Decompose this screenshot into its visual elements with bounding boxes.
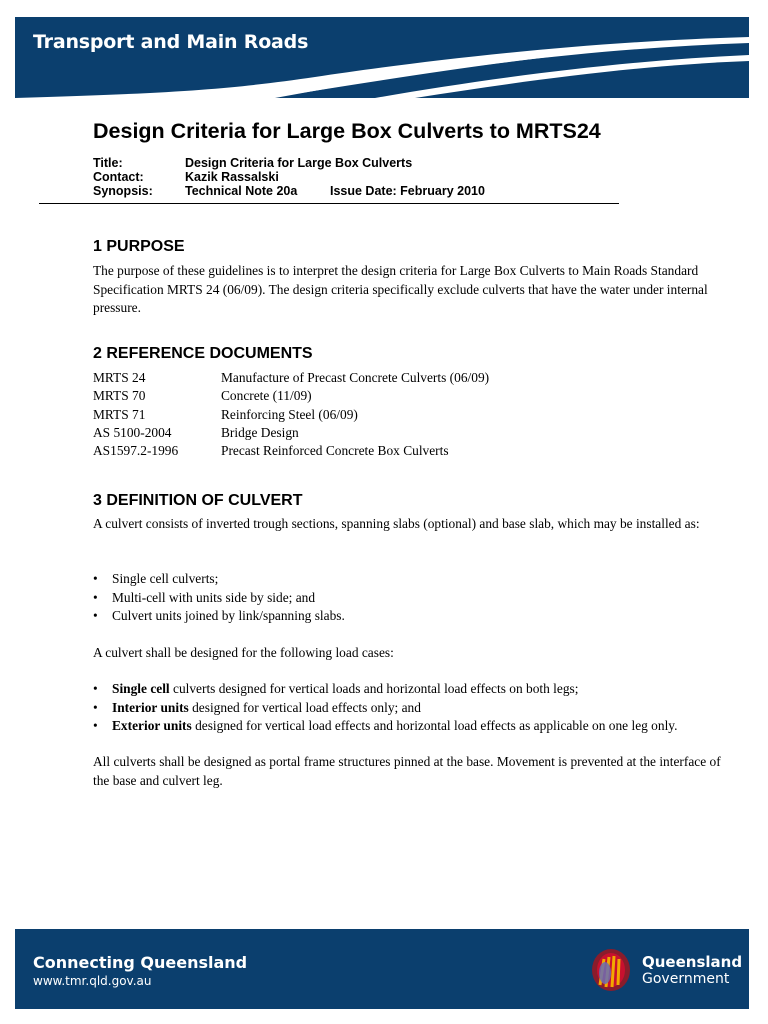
list-item (93, 589, 738, 608)
reference-code: AS1597.2-1996 (93, 443, 179, 459)
queensland-government-crest-icon (590, 947, 632, 993)
document-metadata (93, 156, 593, 198)
definition-intro-text: A culvert consists of inverted trough sections, spanning slabs (optional) and base slab, which may be installed as: (93, 516, 700, 531)
reference-row (93, 387, 693, 405)
reference-title: Manufacture of Precast Concrete Culverts (06/09) (221, 370, 490, 385)
load-case-term: Single cell (112, 681, 170, 696)
footer-tagline: Connecting Queensland (33, 953, 248, 972)
reference-code: MRTS 70 (93, 388, 146, 404)
list-item-text: Single cell culverts; (112, 571, 219, 586)
government-name-line1: Queensland (642, 953, 743, 971)
meta-contact-row (93, 170, 593, 184)
organisation-name: Transport and Main Roads (33, 31, 309, 53)
meta-synopsis-value: Technical Note 20a (185, 184, 298, 198)
load-case-term: Exterior units (112, 718, 192, 733)
reference-title: Precast Reinforced Concrete Box Culverts (221, 443, 449, 459)
meta-title-row (93, 156, 593, 170)
footer-banner (15, 929, 749, 1009)
section-purpose-heading: 1 PURPOSE (93, 238, 185, 255)
load-case-text: designed for vertical load effects only; and (188, 699, 421, 715)
list-item (93, 680, 738, 699)
section-purpose-text: The purpose of these guidelines is to interpret the design criteria for Large Box Culverts to Main Roads Standard Specification MRTS 24 (06/09). The design criteria specifically exclude culverts that have the water under internal pressure. (93, 263, 708, 315)
meta-synopsis-row (93, 184, 593, 198)
reference-title: Bridge Design (221, 424, 299, 440)
header-swoosh-graphic (15, 17, 749, 98)
bullet-icon: • (93, 589, 98, 605)
list-item-text: Culvert units joined by link/spanning slabs. (112, 608, 345, 623)
bullet-icon: • (93, 681, 98, 696)
meta-issue-date: Issue Date: February 2010 (330, 184, 485, 198)
header-banner (15, 17, 749, 98)
government-name-line2: Government (642, 971, 730, 987)
load-case-text: designed for vertical load effects and horizontal load effects as applicable on one leg only. (191, 718, 678, 733)
bullet-icon: • (93, 718, 98, 733)
load-case-text: culverts designed for vertical loads and horizontal load effects on both legs; (169, 681, 579, 696)
reference-documents-table (93, 369, 693, 460)
reference-row (93, 406, 693, 424)
meta-title-label: Title: (93, 156, 123, 170)
reference-title: Reinforcing Steel (06/09) (221, 406, 358, 422)
reference-row (93, 424, 693, 442)
list-item-text: Multi-cell with units side by side; and (112, 589, 316, 605)
list-item (93, 717, 738, 736)
bullet-icon: • (93, 608, 98, 623)
meta-title-value: Design Criteria for Large Box Culverts (185, 156, 413, 170)
install-types-list (93, 570, 738, 626)
meta-synopsis-label: Synopsis: (93, 184, 153, 198)
list-item (93, 607, 738, 626)
section-references-heading: 2 REFERENCE DOCUMENTS (93, 345, 313, 362)
bullet-icon: • (93, 699, 98, 715)
load-cases-list (93, 680, 738, 736)
reference-title: Concrete (11/09) (221, 388, 312, 404)
reference-code: MRTS 24 (93, 370, 146, 385)
section-definition-heading: 3 DEFINITION OF CULVERT (93, 492, 303, 509)
meta-contact-value: Kazik Rassalski (185, 170, 279, 184)
header-divider (39, 203, 619, 204)
document-title: Design Criteria for Large Box Culverts to MRTS24 (93, 119, 601, 143)
reference-row (93, 369, 693, 387)
list-item (93, 570, 738, 589)
load-case-term: Interior units (112, 699, 189, 715)
load-cases-intro-text: A culvert shall be designed for the following load cases: (93, 645, 394, 660)
definition-closing-text: All culverts shall be designed as portal frame structures pinned at the base. Movement is prevented at the interface of the base and culvert leg. (93, 754, 721, 788)
meta-contact-label: Contact: (93, 170, 144, 184)
reference-row (93, 442, 693, 460)
reference-code: MRTS 71 (93, 406, 146, 422)
reference-code: AS 5100-2004 (93, 424, 172, 440)
bullet-icon: • (93, 571, 98, 586)
list-item (93, 699, 738, 718)
footer-url: www.tmr.qld.gov.au (33, 974, 152, 988)
